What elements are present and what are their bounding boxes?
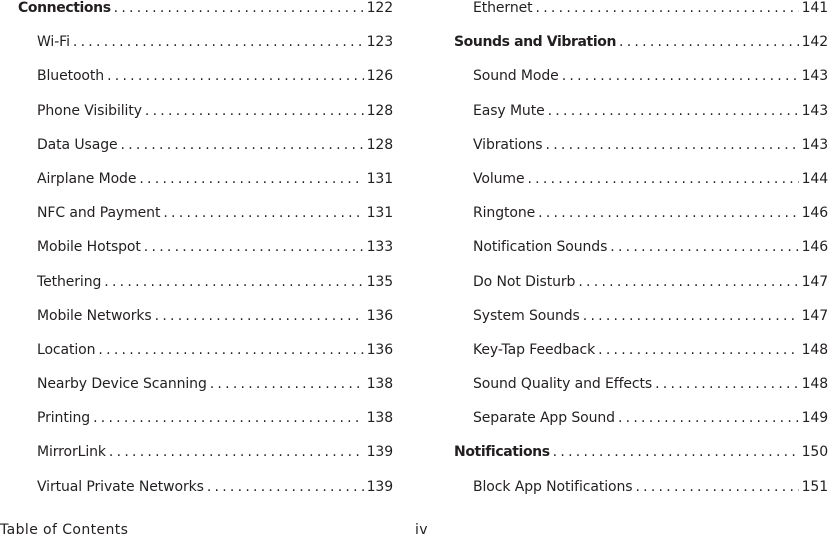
toc-subsection-entry[interactable] bbox=[454, 94, 828, 128]
toc-dot-leader bbox=[553, 435, 799, 469]
toc-dot-leader bbox=[98, 333, 363, 367]
toc-dot-leader bbox=[610, 230, 798, 264]
toc-entry-page-number: 139 bbox=[366, 444, 393, 461]
toc-entry-title: Sounds and Vibration bbox=[454, 34, 617, 51]
toc-entry-title: Sound Quality and Effects bbox=[473, 376, 653, 393]
toc-dot-leader bbox=[538, 196, 798, 230]
toc-subsection-entry[interactable] bbox=[18, 196, 393, 230]
toc-dot-leader bbox=[144, 230, 364, 264]
toc-entry-page-number: 138 bbox=[366, 410, 393, 427]
toc-dot-leader bbox=[598, 333, 798, 367]
toc-entry-page-number: 149 bbox=[801, 410, 828, 427]
toc-entry-page-number: 147 bbox=[801, 273, 828, 290]
footer-page-number: iv bbox=[415, 522, 428, 538]
toc-entry-title: Mobile Networks bbox=[37, 307, 152, 324]
toc-dot-leader bbox=[207, 470, 364, 504]
toc-subsection-entry[interactable] bbox=[18, 128, 393, 162]
toc-dot-leader bbox=[583, 299, 799, 333]
toc-dot-leader bbox=[107, 59, 364, 93]
toc-subsection-entry[interactable] bbox=[18, 230, 393, 264]
toc-entry-page-number: 146 bbox=[801, 239, 828, 256]
toc-entry-page-number: 151 bbox=[801, 478, 828, 495]
toc-dot-leader bbox=[73, 25, 364, 59]
toc-entry-page-number: 147 bbox=[801, 307, 828, 324]
toc-dot-leader bbox=[562, 59, 799, 93]
toc-subsection-entry[interactable] bbox=[18, 25, 393, 59]
toc-dot-leader bbox=[104, 265, 363, 299]
toc-entry-page-number: 128 bbox=[366, 136, 393, 153]
toc-entry-page-number: 122 bbox=[366, 0, 393, 16]
toc-entry-title: Do Not Disturb bbox=[473, 273, 576, 290]
toc-entry-page-number: 141 bbox=[801, 0, 828, 16]
toc-subsection-entry[interactable] bbox=[454, 401, 828, 435]
toc-dot-leader bbox=[139, 162, 363, 196]
toc-entry-title: Block App Notifications bbox=[473, 478, 633, 495]
toc-entry-title: Nearby Device Scanning bbox=[37, 376, 207, 393]
toc-entry-page-number: 144 bbox=[801, 170, 828, 187]
toc-entry-title: Bluetooth bbox=[37, 68, 105, 85]
toc-left-column bbox=[18, 0, 393, 504]
toc-entry-page-number: 135 bbox=[366, 273, 393, 290]
footer-section-title: Table of Contents bbox=[0, 522, 129, 538]
toc-subsection-entry[interactable] bbox=[18, 470, 393, 504]
toc-section-entry[interactable] bbox=[18, 0, 393, 25]
toc-entry-title: Sound Mode bbox=[473, 68, 559, 85]
toc-entry-page-number: 139 bbox=[366, 478, 393, 495]
toc-subsection-entry[interactable] bbox=[454, 196, 828, 230]
toc-entry-title: Notification Sounds bbox=[473, 239, 608, 256]
toc-entry-title: System Sounds bbox=[473, 307, 580, 324]
toc-entry-title: Volume bbox=[473, 170, 525, 187]
toc-entry-title: NFC and Payment bbox=[37, 205, 161, 222]
toc-entry-page-number: 148 bbox=[801, 376, 828, 393]
toc-subsection-entry[interactable] bbox=[18, 401, 393, 435]
toc-dot-leader bbox=[145, 94, 364, 128]
toc-entry-title: Wi-Fi bbox=[37, 34, 70, 51]
toc-subsection-entry[interactable] bbox=[18, 299, 393, 333]
toc-entry-page-number: 131 bbox=[366, 170, 393, 187]
toc-dot-leader bbox=[93, 401, 364, 435]
toc-dot-leader bbox=[155, 299, 364, 333]
toc-subsection-entry[interactable] bbox=[18, 265, 393, 299]
toc-entry-title: Mobile Hotspot bbox=[37, 239, 141, 256]
toc-entry-title: Phone Visibility bbox=[37, 102, 142, 119]
toc-entry-page-number: 136 bbox=[366, 341, 393, 358]
toc-subsection-entry[interactable] bbox=[454, 367, 828, 401]
toc-subsection-entry[interactable] bbox=[18, 59, 393, 93]
toc-section-entry[interactable] bbox=[454, 435, 828, 469]
toc-subsection-entry[interactable] bbox=[454, 128, 828, 162]
toc-dot-leader bbox=[618, 401, 799, 435]
toc-entry-title: Key-Tap Feedback bbox=[473, 341, 596, 358]
toc-entry-page-number: 143 bbox=[801, 102, 828, 119]
toc-subsection-entry[interactable] bbox=[454, 162, 828, 196]
toc-entry-page-number: 131 bbox=[366, 205, 393, 222]
toc-entry-title: Tethering bbox=[37, 273, 102, 290]
toc-dot-leader bbox=[548, 94, 799, 128]
toc-entry-page-number: 123 bbox=[366, 34, 393, 51]
toc-dot-leader bbox=[578, 265, 798, 299]
toc-dot-leader bbox=[121, 128, 364, 162]
toc-right-column bbox=[454, 0, 828, 504]
toc-dot-leader bbox=[109, 435, 364, 469]
toc-subsection-entry[interactable] bbox=[454, 0, 828, 25]
toc-entry-title: Data Usage bbox=[37, 136, 118, 153]
toc-entry-title: Ethernet bbox=[473, 0, 533, 16]
toc-dot-leader bbox=[114, 0, 364, 25]
toc-entry-page-number: 146 bbox=[801, 205, 828, 222]
toc-dot-leader bbox=[527, 162, 798, 196]
toc-subsection-entry[interactable] bbox=[454, 333, 828, 367]
toc-subsection-entry[interactable] bbox=[454, 59, 828, 93]
toc-entry-page-number: 126 bbox=[366, 68, 393, 85]
toc-subsection-entry[interactable] bbox=[454, 470, 828, 504]
toc-entry-title: Notifications bbox=[454, 444, 550, 461]
toc-dot-leader bbox=[619, 25, 799, 59]
toc-entry-page-number: 148 bbox=[801, 341, 828, 358]
toc-entry-page-number: 128 bbox=[366, 102, 393, 119]
toc-dot-leader bbox=[655, 367, 798, 401]
toc-subsection-entry[interactable] bbox=[18, 333, 393, 367]
toc-entry-title: Virtual Private Networks bbox=[37, 478, 204, 495]
toc-subsection-entry[interactable] bbox=[18, 435, 393, 469]
toc-entry-title: Vibrations bbox=[473, 136, 543, 153]
toc-subsection-entry[interactable] bbox=[18, 94, 393, 128]
toc-entry-page-number: 143 bbox=[801, 68, 828, 85]
toc-entry-page-number: 133 bbox=[366, 239, 393, 256]
toc-dot-leader bbox=[546, 128, 799, 162]
toc-subsection-entry[interactable] bbox=[454, 230, 828, 264]
toc-entry-title: Separate App Sound bbox=[473, 410, 615, 427]
toc-entry-title: Connections bbox=[18, 0, 111, 16]
toc-entry-title: Easy Mute bbox=[473, 102, 545, 119]
toc-dot-leader bbox=[635, 470, 798, 504]
toc-entry-title: Printing bbox=[37, 410, 91, 427]
toc-subsection-entry[interactable] bbox=[454, 299, 828, 333]
toc-subsection-entry[interactable] bbox=[18, 367, 393, 401]
toc-dot-leader bbox=[210, 367, 364, 401]
toc-entry-page-number: 150 bbox=[801, 444, 828, 461]
toc-entry-title: MirrorLink bbox=[37, 444, 106, 461]
toc-subsection-entry[interactable] bbox=[454, 265, 828, 299]
toc-entry-page-number: 138 bbox=[366, 376, 393, 393]
toc-dot-leader bbox=[163, 196, 363, 230]
toc-section-entry[interactable] bbox=[454, 25, 828, 59]
toc-entry-title: Location bbox=[37, 341, 96, 358]
toc-entry-page-number: 143 bbox=[801, 136, 828, 153]
toc-subsection-entry[interactable] bbox=[18, 162, 393, 196]
toc-entry-title: Ringtone bbox=[473, 205, 536, 222]
toc-entry-page-number: 136 bbox=[366, 307, 393, 324]
toc-entry-title: Airplane Mode bbox=[37, 170, 137, 187]
toc-entry-page-number: 142 bbox=[801, 34, 828, 51]
toc-dot-leader bbox=[536, 0, 799, 25]
